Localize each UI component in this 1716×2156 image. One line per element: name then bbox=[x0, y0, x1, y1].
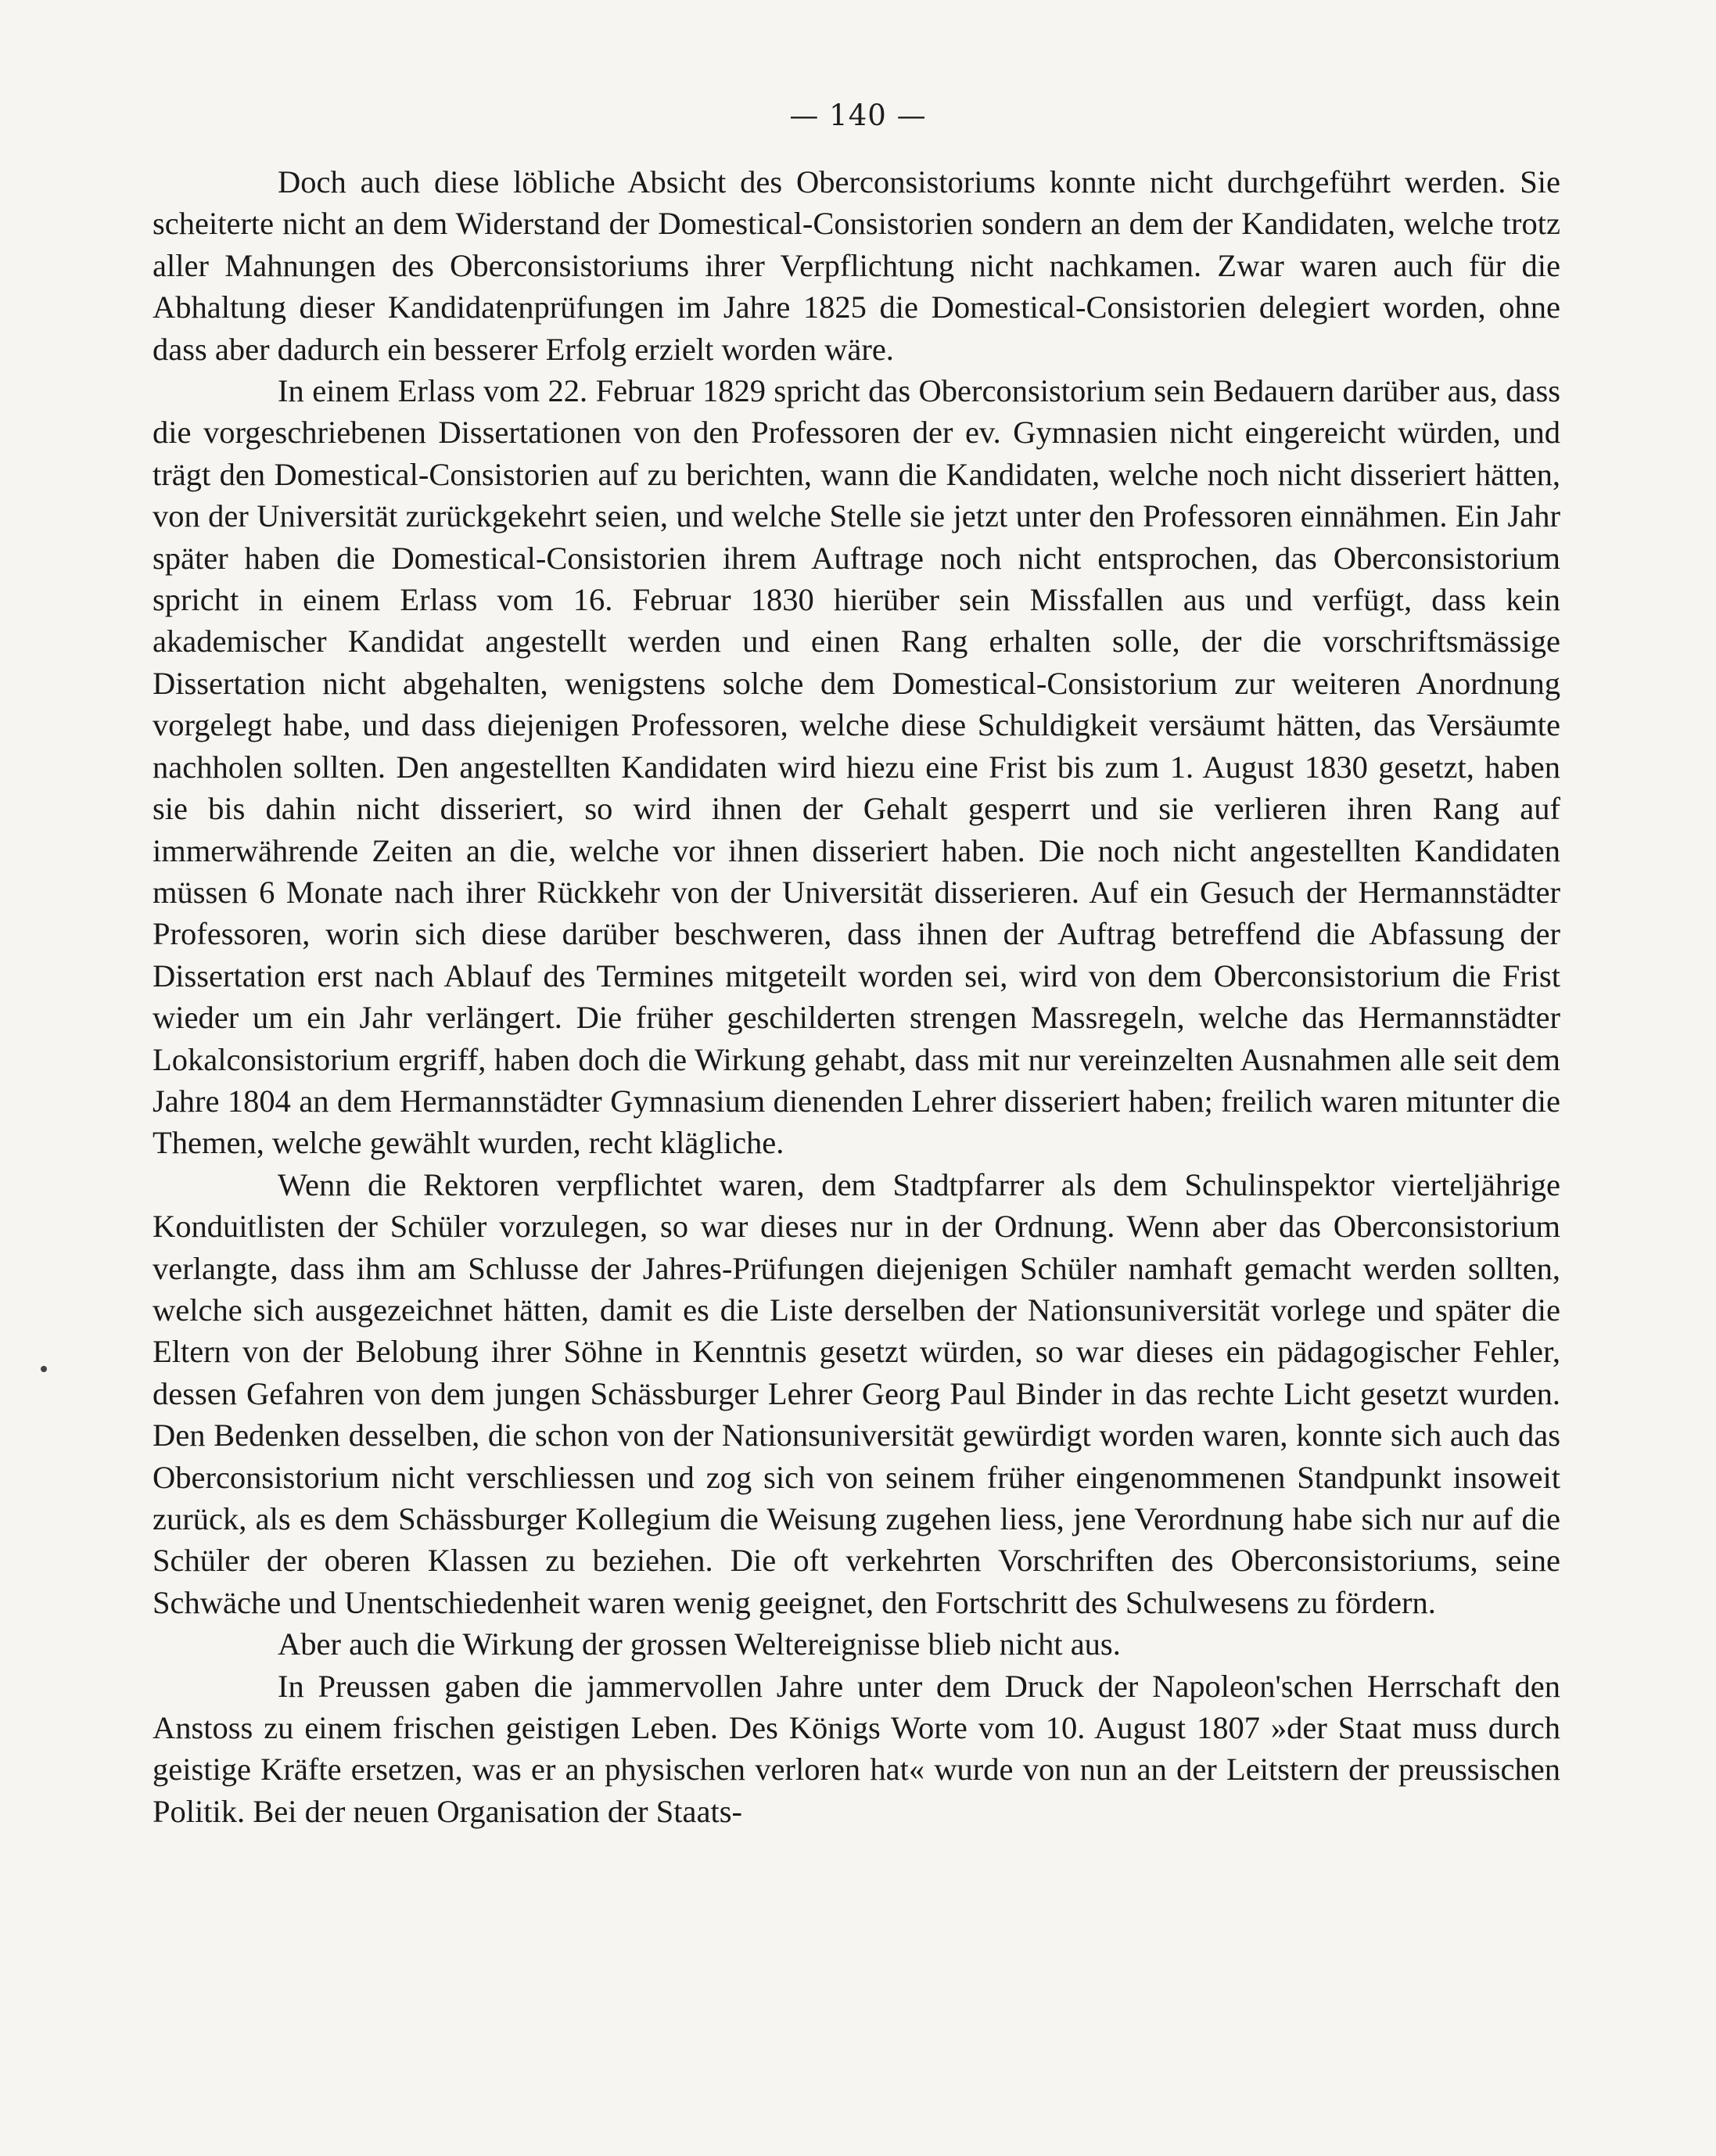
paragraph: In Preussen gaben die jammervollen Jahre unter dem Druck der Napoleon'schen Herrschaft den Anstoss zu einem frischen geistigen Leben. Des Königs Worte vom 10. August 1807 »der Staat muss durch geistige Kräfte ersetzen, was er an physischen verloren hat« wurde von nun an der Leitstern der preussischen Politik. Bei der neuen Organisation der Staats- bbox=[153, 1668, 1560, 1829]
paragraph: Doch auch diese löbliche Absicht des Oberconsistoriums konnte nicht durchgeführt werden. Sie scheiterte nicht an dem Widerstand der Domestical-Consistorien sondern an dem der Kandidaten, welche trotz aller Mahnungen des Oberconsistoriums ihrer Verpflichtung nicht nachkamen. Zwar waren auch für die Abhaltung dieser Kandidatenprüfungen im Jahre 1825 die Domestical-Consistorien delegiert worden, ohne dass aber dadurch ein besserer Erfolg erzielt worden wäre. bbox=[153, 164, 1560, 367]
page-number: — 140 — bbox=[789, 99, 927, 132]
body-text bbox=[153, 161, 1560, 1832]
paragraph: Wenn die Rektoren verpflichtet waren, dem Stadtpfarrer als dem Schulinspektor vierteljährige Konduitlisten der Schüler vorzulegen, so war dieses nur in der Ordnung. Wenn aber das Oberconsistorium verlangte, dass ihm am Schlusse der Jahres-Prüfungen diejenigen Schüler namhaft gemacht werden sollten, welche sich ausgezeichnet hätten, damit es die Liste derselben der Nationsuniversität vorlege und später die Eltern von der Belobung ihrer Söhne in Kenntnis gesetzt würden, so war dieses ein pädagogischer Fehler, dessen Gefahren von dem jungen Schässburger Lehrer Georg Paul Binder in das rechte Licht gesetzt wurden. Den Bedenken desselben, die schon von der Nationsuniversität gewürdigt worden waren, konnte sich auch das Oberconsistorium nicht verschliessen und zog sich von seinem früher eingenommenen Standpunkt insoweit zurück, als es dem Schässburger Kollegium die Weisung zugehen liess, jene Verordnung habe sich nur auf die Schüler der oberen Klassen zu beziehen. Die oft verkehrten Vorschriften des Oberconsistoriums, seine Schwäche und Unentschiedenheit waren wenig geeignet, den Fortschritt des Schulwesens zu fördern. bbox=[153, 1166, 1560, 1620]
paragraph: Aber auch die Wirkung der grossen Weltereignisse blieb nicht aus. bbox=[278, 1626, 1121, 1662]
paragraph: In einem Erlass vom 22. Februar 1829 spricht das Oberconsistorium sein Bedauern darüber aus, dass die vorgeschriebenen Dissertationen von den Professoren der ev. Gymnasien nicht eingereicht würden, und trägt den Domestical-Consistorien auf zu berichten, wann die Kandidaten, welche noch nicht disseriert hätten, von der Universität zurückgekehrt seien, und welche Stelle sie jetzt unter den Professoren einnähmen. Ein Jahr später haben die Domestical-Consistorien ihrem Auftrage noch nicht entsprochen, das Oberconsistorium spricht in einem Erlass vom 16. Februar 1830 hierüber sein Missfallen aus und verfügt, dass kein akademischer Kandidat angestellt werden und einen Rang erhalten solle, der die vorschriftsmässige Dissertation nicht abgehalten, wenigstens solche dem Domestical-Consistorium zur weiteren Anordnung vorgelegt habe, und dass diejenigen Professoren, welche diese Schuldigkeit versäumt hätten, das Versäumte nachholen sollten. Den angestellten Kandidaten wird hiezu eine Frist bis zum 1. August 1830 gesetzt, haben sie bis dahin nicht disseriert, so wird ihnen der Gehalt gesperrt und sie verlieren ihren Rang auf immerwährende Zeiten an die, welche vor ihnen disseriert haben. Die noch nicht angestellten Kandidaten müssen 6 Monate nach ihrer Rückkehr von der Universität disserieren. Auf ein Gesuch der Hermannstädter Professoren, worin sich diese darüber beschweren, dass ihnen der Auftrag betreffend die Abfassung der Dissertation erst nach Ablauf des Termines mitgeteilt worden sei, wird von dem Oberconsistorium die Frist wieder um ein Jahr verlängert. Die früher geschilderten strengen Massregeln, welche das Hermannstädter Lokalconsistorium ergriff, haben doch die Wirkung gehabt, dass mit nur vereinzelten Ausnahmen alle seit dem Jahre 1804 an dem Hermannstädter Gymnasium dienenden Lehrer disseriert haben; freilich waren mitunter die Themen, welche gewählt wurden, recht klägliche. bbox=[153, 373, 1560, 1161]
margin-dot bbox=[41, 1366, 47, 1372]
